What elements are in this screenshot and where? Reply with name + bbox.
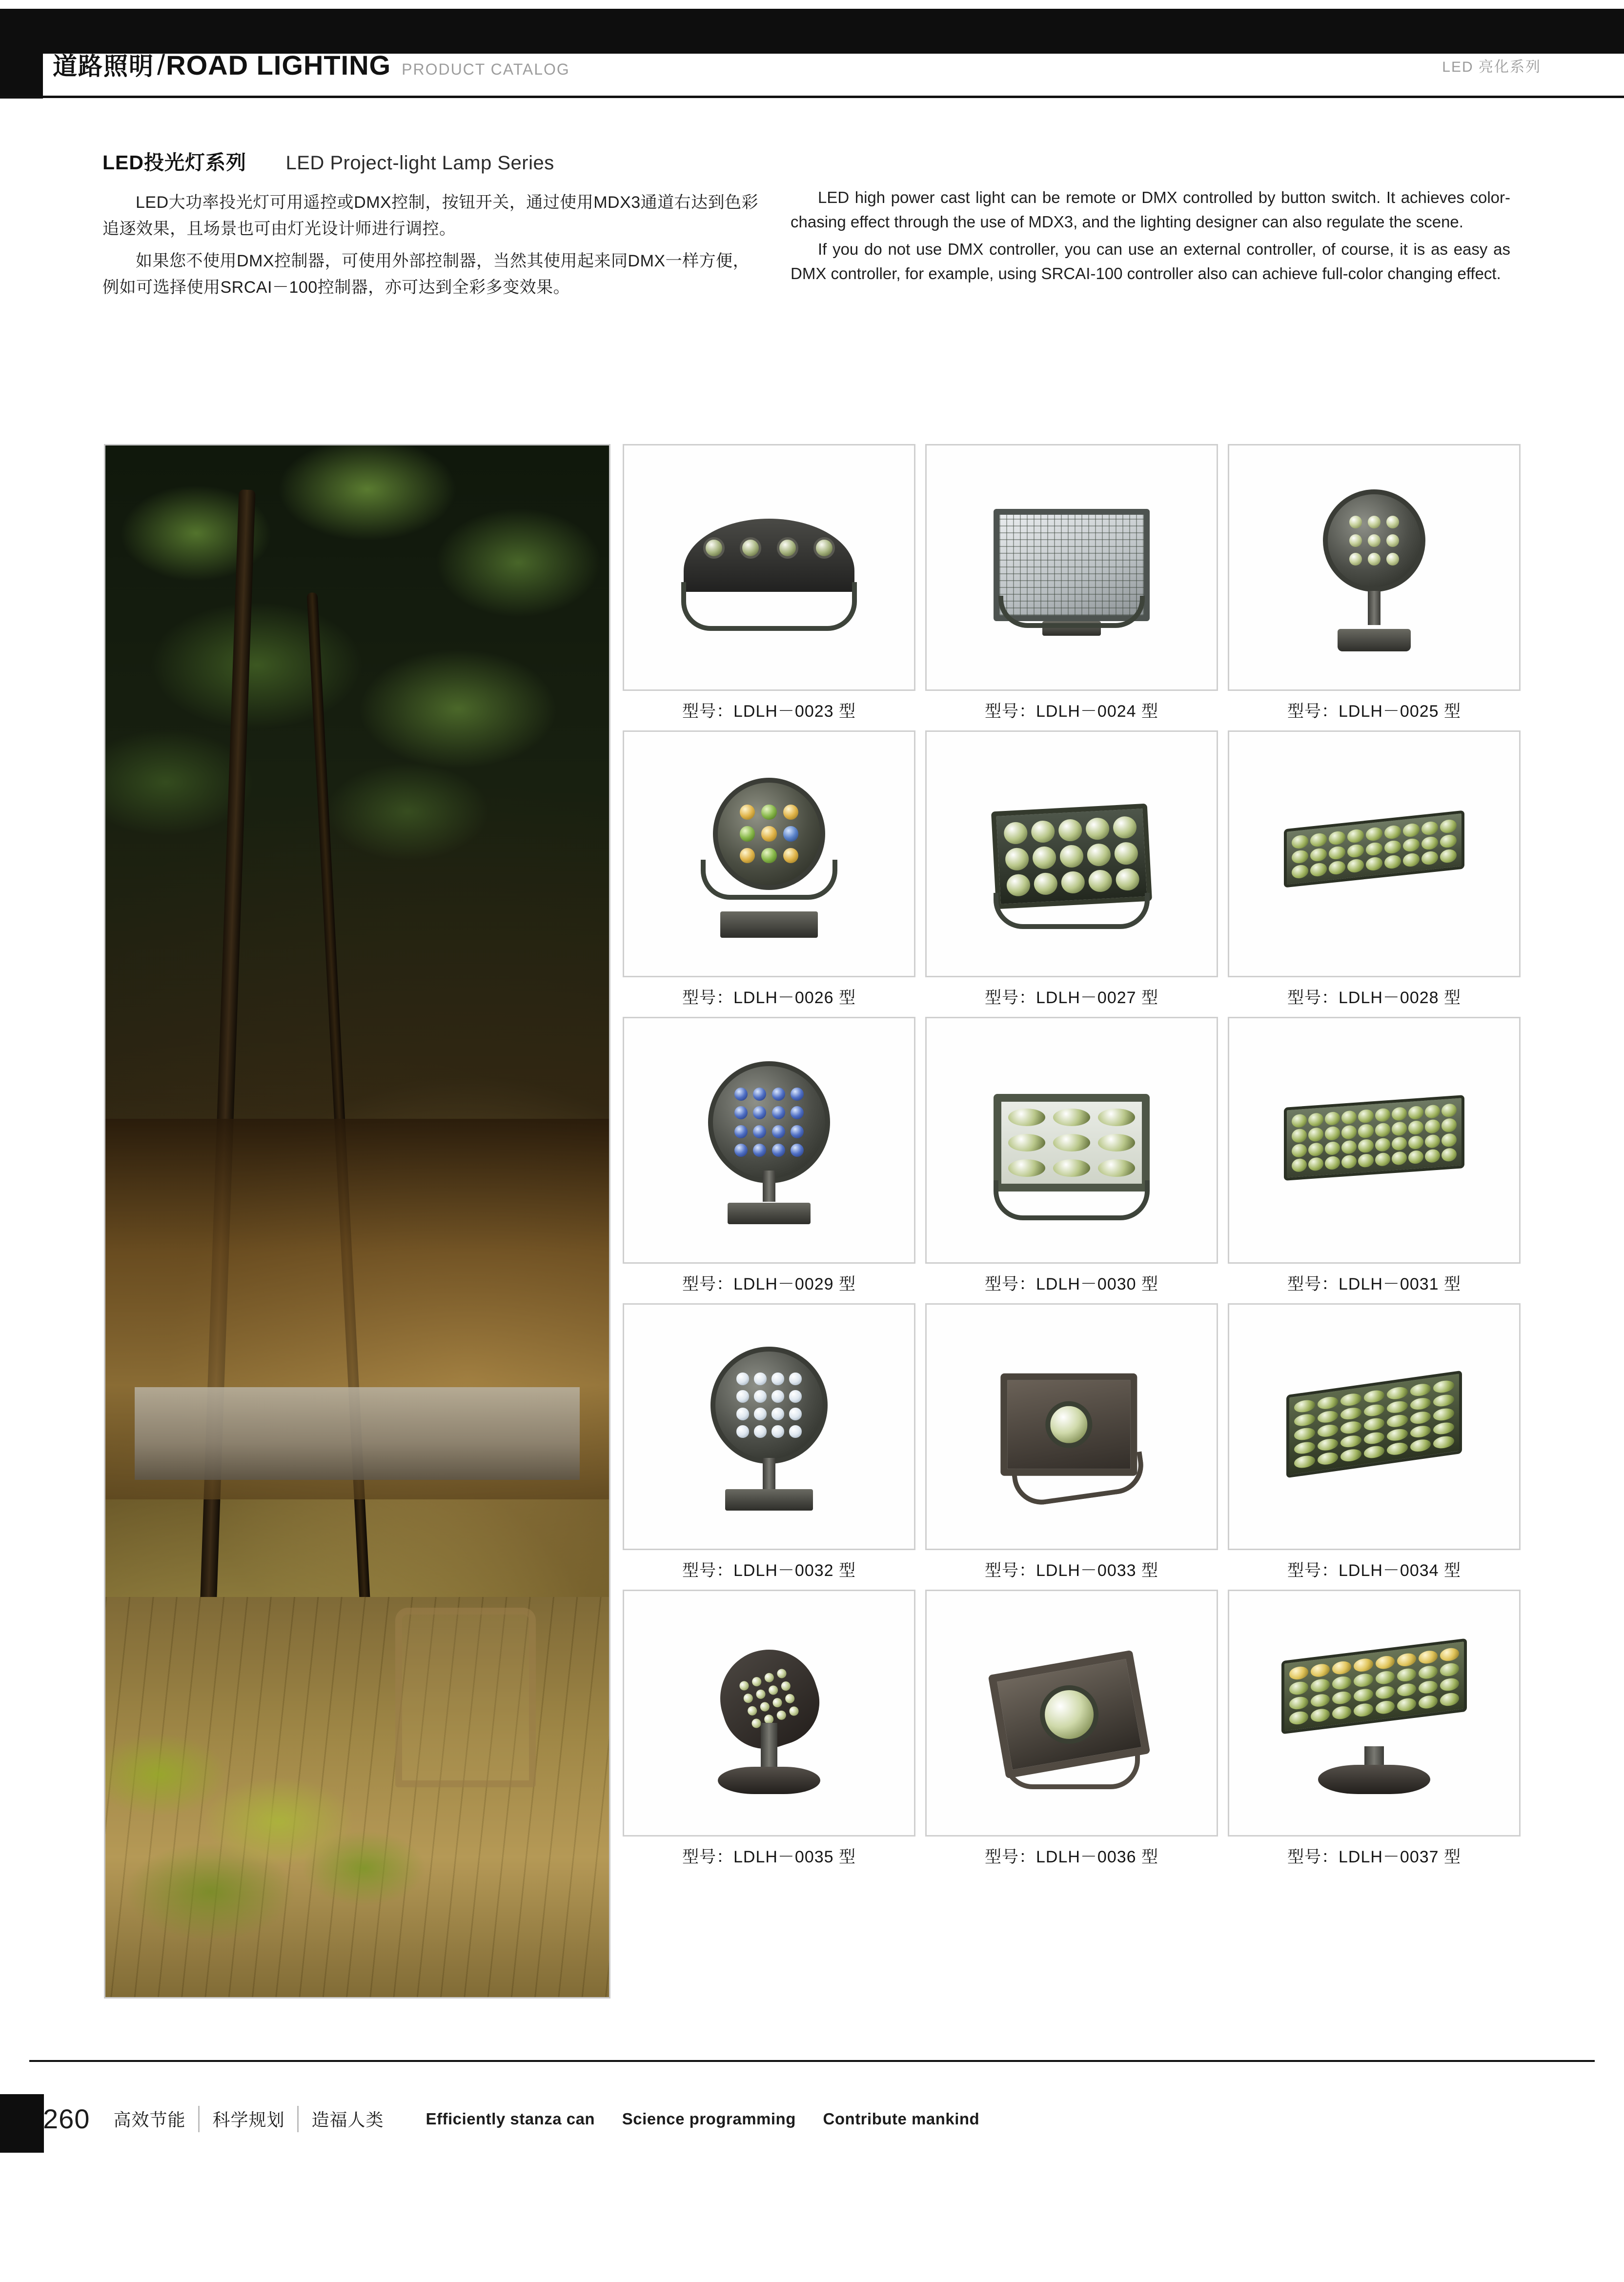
lamp-panel-icon	[967, 475, 1177, 660]
product-caption: 型号：LDLH－0028 型	[1287, 989, 1461, 1007]
header-series-label: LED 亮化系列	[1442, 59, 1541, 75]
product-caption: 型号：LDLH－0032 型	[682, 1561, 856, 1580]
product-cell	[1228, 444, 1521, 722]
lamp-bar-green-icon	[1269, 1334, 1479, 1519]
product-cell	[623, 730, 915, 1008]
product-image-frame	[1228, 730, 1521, 977]
footer-content	[43, 2103, 1002, 2135]
intro-text-chinese	[102, 189, 766, 306]
section-title-cn: LED投光灯系列	[102, 151, 246, 174]
lamp-rect-15led-icon	[967, 761, 1177, 947]
product-cell	[623, 444, 915, 722]
product-caption: 型号：LDLH－0033 型	[984, 1561, 1158, 1580]
lamp-round-white-icon	[664, 1334, 874, 1519]
product-caption: 型号：LDLH－0027 型	[984, 989, 1158, 1007]
product-cell	[1228, 1017, 1521, 1294]
product-caption: 型号：LDLH－0026 型	[682, 989, 856, 1007]
product-cell	[623, 1590, 915, 1867]
product-cell	[925, 1303, 1218, 1581]
hero-tree-canopy	[105, 445, 609, 1177]
footer-slogan-cn-3: 造福人类	[311, 2110, 384, 2130]
product-image-frame	[1228, 444, 1521, 691]
header-top-white-strip	[0, 0, 1624, 9]
hero-photo	[104, 444, 610, 1999]
hero-chair	[395, 1608, 536, 1787]
lamp-round-amber-icon	[664, 761, 874, 947]
product-cell	[925, 1017, 1218, 1294]
product-caption: 型号：LDLH－0023 型	[682, 702, 856, 721]
product-image-frame	[1228, 1017, 1521, 1264]
page-header	[0, 0, 1624, 105]
product-image-frame	[1228, 1590, 1521, 1837]
footer-black-block	[0, 2094, 44, 2153]
footer-slogan-en	[426, 2110, 1002, 2128]
lamp-dome-bar-icon	[1269, 1620, 1479, 1806]
product-caption: 型号：LDLH－0029 型	[682, 1275, 856, 1293]
product-cell	[925, 444, 1218, 722]
product-caption: 型号：LDLH－0031 型	[1287, 1275, 1461, 1293]
hero-lit-shrubs	[104, 1704, 432, 1939]
lamp-arc-icon	[664, 475, 874, 660]
footer-slogan-en-1: Efficiently stanza can	[426, 2109, 595, 2128]
intro-en-paragraph-1: LED high power cast light can be remote or DMX controlled by button switch. It achieves color-chasing effect through the use of MDX3, and the lighting designer can also regulate the scene.	[791, 188, 1510, 231]
intro-en-paragraph-2: If you do not use DMX controller, you can use an external controller, of course, it is as easy as DMX controller, for example, using SRCAI-100 controller also can achieve full-color changing effect.	[791, 240, 1510, 283]
product-image-frame	[925, 1590, 1218, 1837]
product-caption: 型号：LDLH－0024 型	[984, 702, 1158, 721]
product-image-frame	[1228, 1303, 1521, 1550]
header-subtitle-en: PRODUCT CATALOG	[402, 61, 570, 78]
footer-rule	[29, 2060, 1595, 2062]
footer-slogan-cn-1: 高效节能	[113, 2110, 186, 2130]
lamp-tilt-flood-icon	[967, 1620, 1177, 1806]
product-caption: 型号：LDLH－0025 型	[1287, 702, 1461, 721]
lamp-round-small-icon	[1269, 475, 1479, 660]
product-image-frame	[623, 1590, 915, 1837]
header-slash: /	[157, 49, 165, 81]
product-cell	[925, 1590, 1218, 1867]
product-cell	[1228, 1303, 1521, 1581]
product-image-frame	[623, 444, 915, 691]
footer-slogan-cn-2: 科学规划	[212, 2110, 285, 2130]
footer-slogan-en-2: Science programming	[622, 2109, 796, 2128]
product-image-frame	[925, 444, 1218, 691]
product-caption: 型号：LDLH－0035 型	[682, 1848, 856, 1866]
product-caption: 型号：LDLH－0036 型	[984, 1848, 1158, 1866]
product-caption: 型号：LDLH－0037 型	[1287, 1848, 1461, 1866]
product-cell	[623, 1017, 915, 1294]
header-bottom-rule	[0, 96, 1624, 98]
hero-buffet-counter	[135, 1387, 580, 1480]
product-image-frame	[925, 1303, 1218, 1550]
intro-cn-paragraph-2: 如果您不使用DMX控制器，可使用外部控制器，当然其使用起来同DMX一样方便，例如可选择使用SRCAI－100控制器，亦可达到全彩多变效果。	[102, 252, 750, 297]
product-cell	[1228, 1590, 1521, 1867]
product-image-frame	[623, 1017, 915, 1264]
product-cell	[925, 730, 1218, 1008]
lamp-tilt-single-led-icon	[955, 1320, 1189, 1533]
product-cell	[1228, 730, 1521, 1008]
product-grid	[623, 444, 1521, 1876]
page-number: 260	[43, 2103, 90, 2134]
product-cell	[623, 1303, 915, 1581]
section-title-en: LED Project-light Lamp Series	[285, 152, 554, 174]
product-image-frame	[925, 730, 1218, 977]
hero-photo-scene	[105, 445, 609, 1997]
lamp-linear-bar-icon	[1269, 761, 1479, 947]
header-title-group	[53, 47, 570, 82]
product-image-frame	[623, 1303, 915, 1550]
header-title-cn: 道路照明	[53, 53, 154, 80]
product-image-frame	[925, 1017, 1218, 1264]
intro-text-english	[791, 185, 1510, 289]
footer-slogan-en-3: Contribute mankind	[823, 2109, 980, 2128]
page-footer	[0, 2083, 1624, 2171]
section-title	[102, 146, 554, 175]
product-caption: 型号：LDLH－0034 型	[1287, 1561, 1461, 1580]
intro-cn-paragraph-1: LED大功率投光灯可用遥控或DMX控制，按钮开关，通过使用MDX3通道右达到色彩追逐效果，且场景也可由灯光设计师进行调控。	[102, 193, 759, 238]
header-title-en: ROAD LIGHTING	[166, 50, 391, 81]
lamp-spike-round-icon	[664, 1620, 874, 1806]
product-caption: 型号：LDLH－0030 型	[984, 1275, 1158, 1293]
header-black-block	[0, 54, 43, 99]
lamp-round-blue-icon	[664, 1048, 874, 1233]
product-image-frame	[623, 730, 915, 977]
lamp-rect-9led-icon	[967, 1048, 1177, 1233]
lamp-bar-dense-icon	[1269, 1048, 1479, 1233]
